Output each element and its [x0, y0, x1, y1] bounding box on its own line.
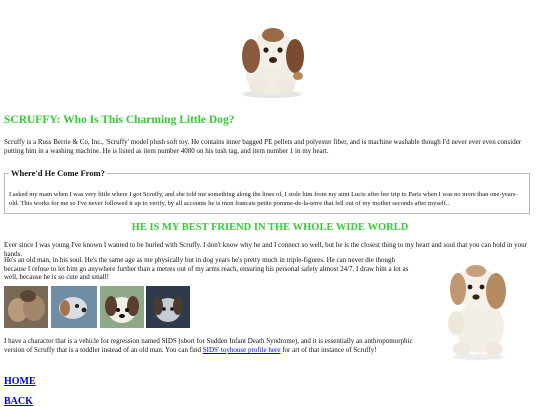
origin-box [4, 168, 530, 214]
sids-text-before: I have a character that is a vehicle for regression named SIDS (short for Sudden Infant Death Syndrome), and it is essentially an anthropomorphic version of Scruffy that is a toddler instead of an old man. You can find [4, 337, 413, 354]
scruffy-side-photo [432, 261, 524, 361]
page-title: SCRUFFY: Who Is This Charming Little Dog? [4, 114, 235, 126]
sids-paragraph [4, 337, 424, 355]
drawing-thumbnail[interactable] [146, 286, 190, 328]
best-friend-heading: HE IS MY BEST FRIEND IN THE WHOLE WIDE WORLD [131, 222, 409, 233]
intro-paragraph: Scruffy is a Russ Berrie & Co, Inc., 'Scruffy' model plush soft toy. He contains inner bagged PE pellets and polyester fiber, and is machine washable though I'd never ever even consider putting him in a washing machine. He is listed as item number 4080 on his tush tag, and item number 1 in my heart. [4, 138, 522, 155]
back-link[interactable]: BACK [4, 396, 33, 407]
sids-text-after: for art of that instance of Scruffy! [280, 346, 377, 354]
origin-legend: Where'd He Come From? [11, 168, 105, 178]
drawing-thumbnail[interactable] [51, 286, 97, 328]
origin-text: I asked my mam when I was very little where I got Scruffy, and she told me something along the lines of, I stole him from my aunt Lucie after her trip to Paris when I was no more than one-years-old. This works for me so I've never followed it up to verify, by all accounts he is mon francais petite pomme-de-la-terre that fell out of my mother seconds after myself.. [9, 191, 518, 207]
scruffy-photo [228, 20, 316, 100]
old-man-paragraph: He's an old man, in his soul. He's the same age as me physically but in dog years he's pretty much in triple-figures. He can never die though because I refuse to let him go anywhere further than a metres out of my arms reach, ensuring his personal safety almost 24/7. I draw him a lot as well, because he is so cute and small! [4, 256, 409, 281]
drawing-thumbnail[interactable] [100, 286, 144, 328]
buried-paragraph: Ever since I was young I've known I wanted to be buried with Scruffy. I don't know why he and I connect so well, but he is the closest thing to my heart and soul that you can hold in your hands. [4, 241, 527, 258]
home-link[interactable]: HOME [4, 376, 36, 387]
sids-profile-link[interactable]: SIDS' toyhouse profile here [202, 346, 281, 354]
drawing-thumbnail[interactable] [4, 286, 48, 328]
